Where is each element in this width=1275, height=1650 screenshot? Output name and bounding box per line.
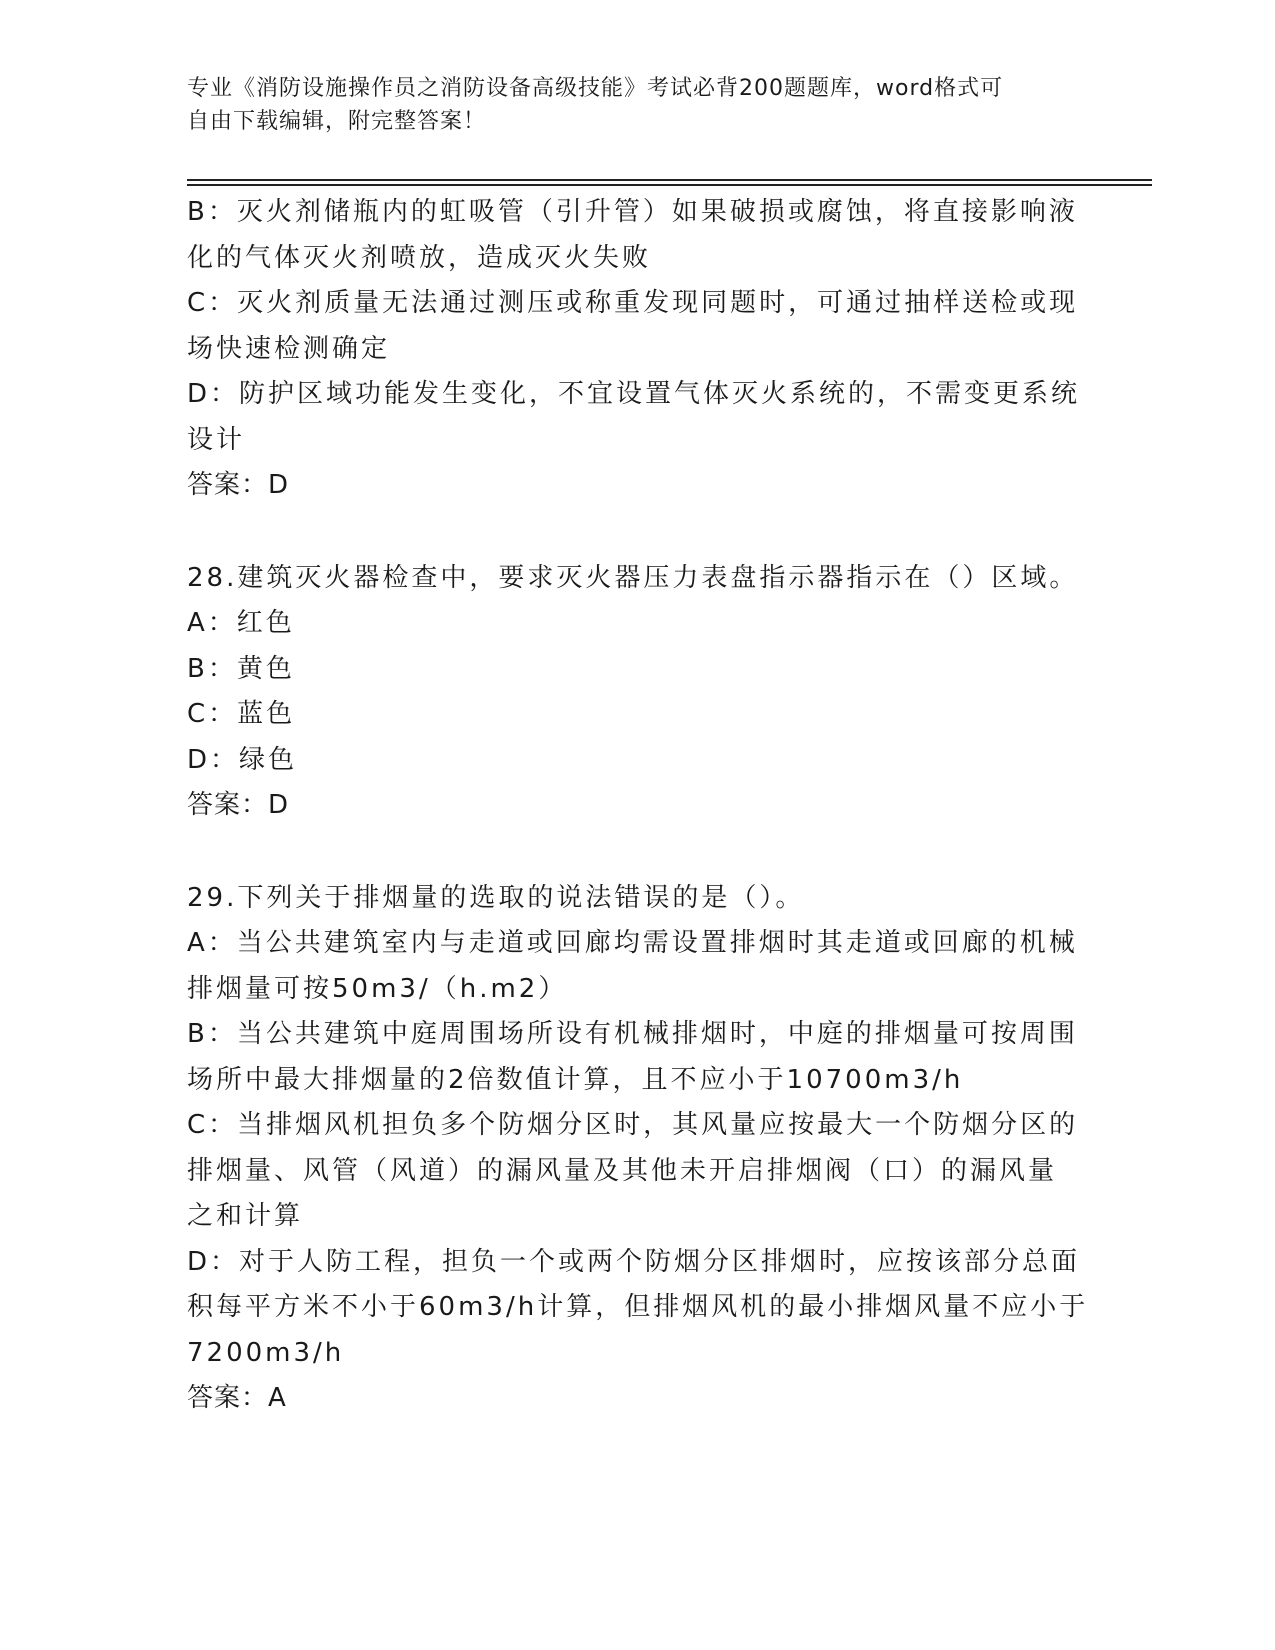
header-line-1: 专业《消防设施操作员之消防设备高级技能》考试必背200题题库，word格式可 [187,76,1004,101]
question-29-text: 29.下列关于排烟量的选取的说法错误的是（）。 [187,882,805,913]
option-text: C：灭火剂质量无法通过测压或称重发现同题时，可通过抽样送检或现 [187,288,1079,318]
option-text: C：当排烟风机担负多个防烟分区时，其风量应按最大一个防烟分区的 [187,1110,1079,1140]
question-29 [187,876,1087,1422]
answer-28: 答案：D [187,790,290,820]
header-line-2: 自由下载编辑，附完整答案！ [187,109,487,134]
spacer [187,509,1087,556]
question-27-tail [187,190,1087,509]
option-text: D：防护区域功能发生变化，不宜设置气体灭火系统的，不需变更系统 [187,379,1081,409]
option-text: 场快速检测确定 [187,333,391,364]
document-body [187,190,1087,1422]
option-c: C：蓝色 [187,699,296,729]
option-d: D：绿色 [187,744,298,775]
option-text: 积每平方米不小于60m3/h计算，但排烟风机的最小排烟风量不应小于 [187,1292,1089,1322]
header-rule-top [187,179,1152,181]
option-text: 之和计算 [187,1201,304,1231]
option-a: A：红色 [187,608,295,638]
option-text: 排烟量可按50m3/（h.m2） [187,973,568,1004]
option-text: B：当公共建筑中庭周围场所设有机械排烟时，中庭的排烟量可按周围 [187,1019,1078,1049]
question-28-text: 28.建筑灭火器检查中，要求灭火器压力表盘指示器指示在（）区域。 [187,562,1079,593]
option-text: 排烟量、风管（风道）的漏风量及其他未开启排烟阀（口）的漏风量 [187,1155,1058,1186]
option-text: 7200m3/h [187,1337,345,1368]
spacer [187,829,1087,876]
option-text: 设计 [187,424,246,455]
option-text: A：当公共建筑室内与走道或回廊均需设置排烟时其走道或回廊的机械 [187,928,1078,958]
header-rule-bottom [187,184,1152,186]
answer-29: 答案：A [187,1383,287,1413]
option-text: 化的气体灭火剂喷放，造成灭火失败 [187,242,652,273]
question-28 [187,556,1087,829]
option-text: 场所中最大排烟量的2倍数值计算，且不应小于10700m3/h [187,1064,964,1095]
option-text: D：对于人防工程，担负一个或两个防烟分区排烟时，应按该部分总面 [187,1246,1081,1277]
answer-27: 答案：D [187,470,290,500]
option-text: B：灭火剂储瓶内的虹吸管（引升管）如果破损或腐蚀，将直接影响液 [187,197,1078,227]
option-b: B：黄色 [187,653,295,684]
document-header [187,72,1067,138]
